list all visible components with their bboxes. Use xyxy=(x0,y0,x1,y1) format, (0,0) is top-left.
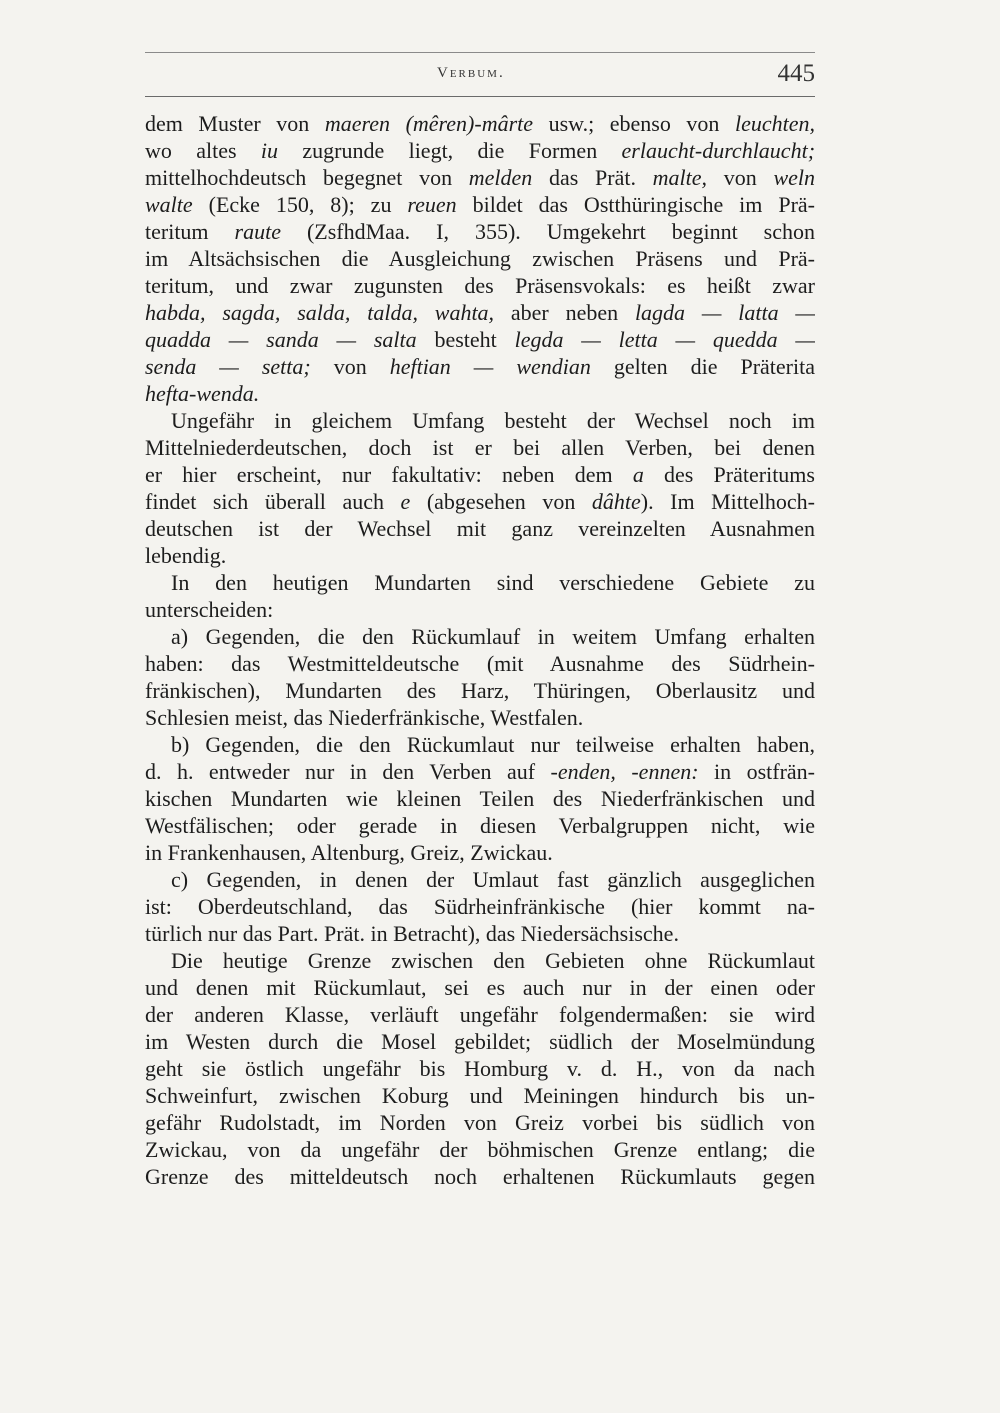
body-text xyxy=(145,110,815,1190)
text-line xyxy=(145,272,815,299)
text-span: in Frankenhausen, Altenburg, Greiz, Zwickau. xyxy=(145,840,553,865)
italic-text: raute xyxy=(234,219,281,244)
text-span: Schweinfurt, zwischen Koburg und Meiningen hindurch bis un- xyxy=(145,1083,815,1108)
text-span: bildet das Ostthüringische im Prä- xyxy=(456,192,815,217)
italic-text: habda, sagda, salda, talda, wahta, xyxy=(145,300,495,325)
text-span: ist: Oberdeutschland, das Südrheinfränkische (hier kommt na- xyxy=(145,894,815,919)
text-line xyxy=(145,110,815,137)
text-span: besteht xyxy=(416,327,515,352)
italic-text: weln xyxy=(773,165,815,190)
text-span: usw.; ebenso von xyxy=(533,111,735,136)
italic-text: e xyxy=(400,489,411,514)
italic-text: legda — letta — quedda — xyxy=(514,327,815,352)
text-line xyxy=(145,1163,815,1190)
text-span: (abgesehen von xyxy=(410,489,592,514)
italic-text: reuen xyxy=(407,192,457,217)
text-span: (Ecke 150, 8); zu xyxy=(192,192,408,217)
page-number: 445 xyxy=(777,60,815,87)
italic-text: -enden, -ennen: xyxy=(550,759,699,784)
text-span: findet sich überall auch xyxy=(145,489,401,514)
text-line xyxy=(145,758,815,785)
text-span: der anderen Klasse, verläuft ungefähr folgendermaßen: sie wird xyxy=(145,1002,815,1027)
text-line xyxy=(145,191,815,218)
text-line xyxy=(145,515,815,542)
text-line xyxy=(145,299,815,326)
text-line xyxy=(145,245,815,272)
text-span: Schlesien meist, das Niederfränkische, Westfalen. xyxy=(145,705,584,730)
text-span: wo altes xyxy=(145,138,261,163)
italic-text: quadda — sanda — salta xyxy=(145,327,417,352)
text-span: teritum, und zwar zugunsten des Präsensvokals: es heißt zwar xyxy=(145,273,815,298)
text-line xyxy=(145,461,815,488)
text-line xyxy=(145,866,815,893)
text-line xyxy=(145,785,815,812)
text-span: Grenze des mitteldeutsch noch erhaltenen Rückumlauts gegen xyxy=(145,1164,815,1189)
italic-text: iu xyxy=(260,138,279,163)
text-line xyxy=(145,542,815,569)
italic-text: walte xyxy=(145,192,193,217)
text-line xyxy=(145,1055,815,1082)
text-span: Ungefähr in gleichem Umfang besteht der Wechsel noch im xyxy=(171,408,815,433)
text-span: gefähr Rudolstadt, im Norden von Greiz vorbei bis südlich von xyxy=(145,1110,815,1135)
text-span: dem Muster von xyxy=(145,111,325,136)
text-span: ). Im Mittelhoch- xyxy=(640,489,815,514)
text-line xyxy=(145,1028,815,1055)
text-line xyxy=(145,1109,815,1136)
text-span: Mittelniederdeutschen, doch ist er bei allen Verben, bei denen xyxy=(145,435,815,460)
text-line xyxy=(145,1136,815,1163)
text-line xyxy=(145,1082,815,1109)
text-line xyxy=(145,947,815,974)
text-span: fränkischen), Mundarten des Harz, Thüringen, Oberlausitz und xyxy=(145,678,815,703)
text-span: haben: das Westmitteldeutsche (mit Ausnahme des Südrhein- xyxy=(145,651,815,676)
text-line xyxy=(145,488,815,515)
text-line xyxy=(145,893,815,920)
text-span: kischen Mundarten wie kleinen Teilen des Niederfränkischen und xyxy=(145,786,815,811)
text-span: im Altsächsischen die Ausgleichung zwischen Präsens und Prä- xyxy=(145,246,815,271)
italic-text: heftian — wendian xyxy=(389,354,591,379)
italic-text: melden xyxy=(468,165,533,190)
text-span: Westfälischen; oder gerade in diesen Verbalgruppen nicht, wie xyxy=(145,813,815,838)
text-span: von xyxy=(707,165,774,190)
running-title: Verbum. xyxy=(437,65,505,81)
text-line xyxy=(145,326,815,353)
text-span: in ostfrän- xyxy=(698,759,815,784)
text-span: b) Gegenden, die den Rückumlaut nur teilweise erhalten haben, xyxy=(171,732,815,757)
text-span: d. h. entweder nur in den Verben auf xyxy=(145,759,551,784)
italic-text: hefta-wenda. xyxy=(145,381,260,406)
text-span: des Präteritums xyxy=(643,462,815,487)
text-line xyxy=(145,407,815,434)
text-span: von xyxy=(310,354,390,379)
text-line xyxy=(145,812,815,839)
text-span: das Prät. xyxy=(532,165,653,190)
text-span: geht sie östlich ungefähr bis Homburg v. d. H., von da nach xyxy=(145,1056,815,1081)
text-line xyxy=(145,623,815,650)
text-line xyxy=(145,974,815,1001)
text-span: und denen mit Rückumlaut, sei es auch nur in der einen oder xyxy=(145,975,815,1000)
text-span: aber neben xyxy=(494,300,635,325)
text-span: teritum xyxy=(145,219,235,244)
text-span: In den heutigen Mundarten sind verschiedene Gebiete zu xyxy=(171,570,815,595)
text-line xyxy=(145,569,815,596)
page-header xyxy=(145,56,815,97)
text-line xyxy=(145,218,815,245)
text-line xyxy=(145,677,815,704)
text-span: türlich nur das Part. Prät. in Betracht), das Niedersächsische. xyxy=(145,921,679,946)
text-span: er hier erscheint, nur fakultativ: neben dem xyxy=(145,462,633,487)
text-line xyxy=(145,596,815,623)
text-line xyxy=(145,353,815,380)
text-span: gelten die Präterita xyxy=(590,354,815,379)
text-span: zugrunde liegt, die Formen xyxy=(278,138,622,163)
text-span: unterscheiden: xyxy=(145,597,274,622)
italic-text: senda — setta; xyxy=(145,354,311,379)
italic-text: leuchten, xyxy=(734,111,815,136)
text-line xyxy=(145,380,815,407)
text-span: Zwickau, von da ungefähr der böhmischen Grenze entlang; die xyxy=(145,1137,815,1162)
text-span: (ZsfhdMaa. I, 355). Umgekehrt beginnt schon xyxy=(280,219,815,244)
text-line xyxy=(145,650,815,677)
text-line xyxy=(145,704,815,731)
text-line xyxy=(145,731,815,758)
italic-text: maeren (mêren)-mârte xyxy=(324,111,534,136)
text-span: deutschen ist der Wechsel mit ganz vereinzelten Ausnahmen xyxy=(145,516,815,541)
text-span: Die heutige Grenze zwischen den Gebieten ohne Rückumlaut xyxy=(171,948,815,973)
text-line xyxy=(145,1001,815,1028)
top-rule xyxy=(145,52,815,53)
text-line xyxy=(145,164,815,191)
text-span: im Westen durch die Mosel gebildet; südlich der Moselmündung xyxy=(145,1029,815,1054)
italic-text: malte, xyxy=(652,165,708,190)
text-span: c) Gegenden, in denen der Umlaut fast gänzlich ausgeglichen xyxy=(171,867,815,892)
text-line xyxy=(145,920,815,947)
italic-text: a xyxy=(632,462,644,487)
italic-text: dâhte xyxy=(591,489,641,514)
text-span: mittelhochdeutsch begegnet von xyxy=(145,165,469,190)
text-line xyxy=(145,137,815,164)
italic-text: lagda — latta — xyxy=(634,300,815,325)
text-span: lebendig. xyxy=(145,543,227,568)
italic-text: erlaucht-durchlaucht; xyxy=(621,138,815,163)
text-line xyxy=(145,839,815,866)
text-line xyxy=(145,434,815,461)
text-span: a) Gegenden, die den Rückumlauf in weitem Umfang erhalten xyxy=(171,624,815,649)
